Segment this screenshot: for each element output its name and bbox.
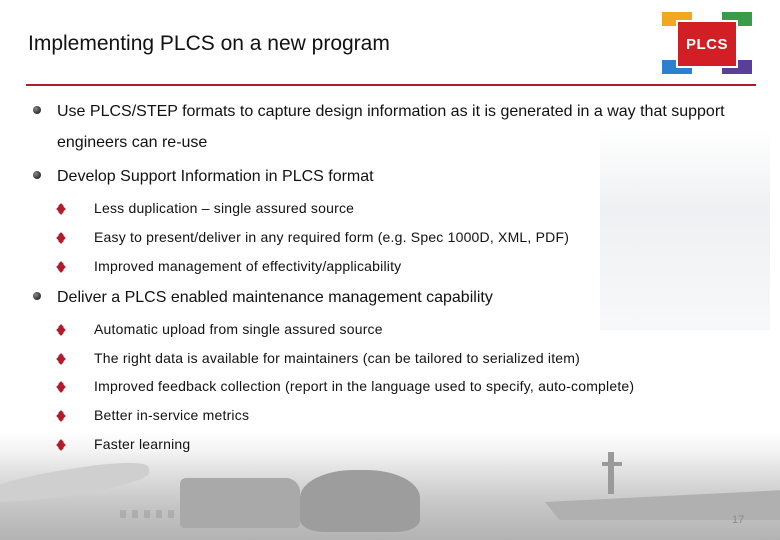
diamond-bullet-icon <box>57 354 66 363</box>
ship-mast <box>608 452 614 494</box>
diamond-bullet-icon <box>57 262 66 271</box>
round-bullet-icon <box>33 106 41 114</box>
page-number: 17 <box>732 514 745 526</box>
diamond-bullet-icon <box>57 204 66 213</box>
sub-bullet-item <box>94 229 569 245</box>
title-underline <box>26 84 756 86</box>
sub-bullet-item <box>94 321 383 337</box>
bullet-text: Develop Support Information in PLCS format <box>57 168 374 185</box>
plcs-logo <box>662 12 754 76</box>
bullet-text: Use PLCS/STEP formats to capture design information as it is generated in a way that support engineers can re-use <box>57 103 725 151</box>
sub-bullet-text: Better in-service metrics <box>94 407 250 423</box>
diamond-bullet-icon <box>57 440 66 449</box>
logo-text: PLCS <box>685 35 728 53</box>
sub-bullet-text: Automatic upload from single assured source <box>94 321 383 337</box>
round-bullet-icon <box>33 171 41 179</box>
vehicle-silhouette <box>180 478 300 528</box>
sub-bullet-text: Easy to present/deliver in any required form (e.g. Spec 1000D, XML, PDF) <box>94 229 570 245</box>
diamond-bullet-icon <box>57 382 66 391</box>
bullet-item <box>57 282 757 313</box>
sub-bullet-text: Improved feedback collection (report in the language used to specify, auto-complete) <box>94 378 635 394</box>
sub-bullet-item <box>94 200 354 216</box>
sub-bullet-text: Faster learning <box>94 436 191 452</box>
sub-bullet-text: Less duplication – single assured source <box>94 200 355 216</box>
bullet-item <box>57 96 757 158</box>
round-bullet-icon <box>33 292 41 300</box>
slide-title: Implementing PLCS on a new program <box>28 32 390 55</box>
sub-bullet-text: The right data is available for maintainers (can be tailored to serialized item) <box>94 350 581 366</box>
ship-mast-crossbar <box>602 462 622 466</box>
diamond-bullet-icon <box>57 233 66 242</box>
diamond-bullet-icon <box>57 325 66 334</box>
bullet-text: Deliver a PLCS enabled maintenance management capability <box>57 289 493 306</box>
sub-bullet-item <box>94 378 634 394</box>
sub-bullet-text: Improved management of effectivity/applicability <box>94 258 402 274</box>
sub-bullet-item <box>94 350 580 366</box>
sub-bullet-item <box>94 407 249 423</box>
logo-core <box>676 20 738 68</box>
sub-bullet-item <box>94 258 401 274</box>
engine-silhouette <box>300 470 420 532</box>
sub-bullet-item <box>94 436 190 452</box>
diamond-bullet-icon <box>57 411 66 420</box>
bullet-item <box>57 161 757 192</box>
